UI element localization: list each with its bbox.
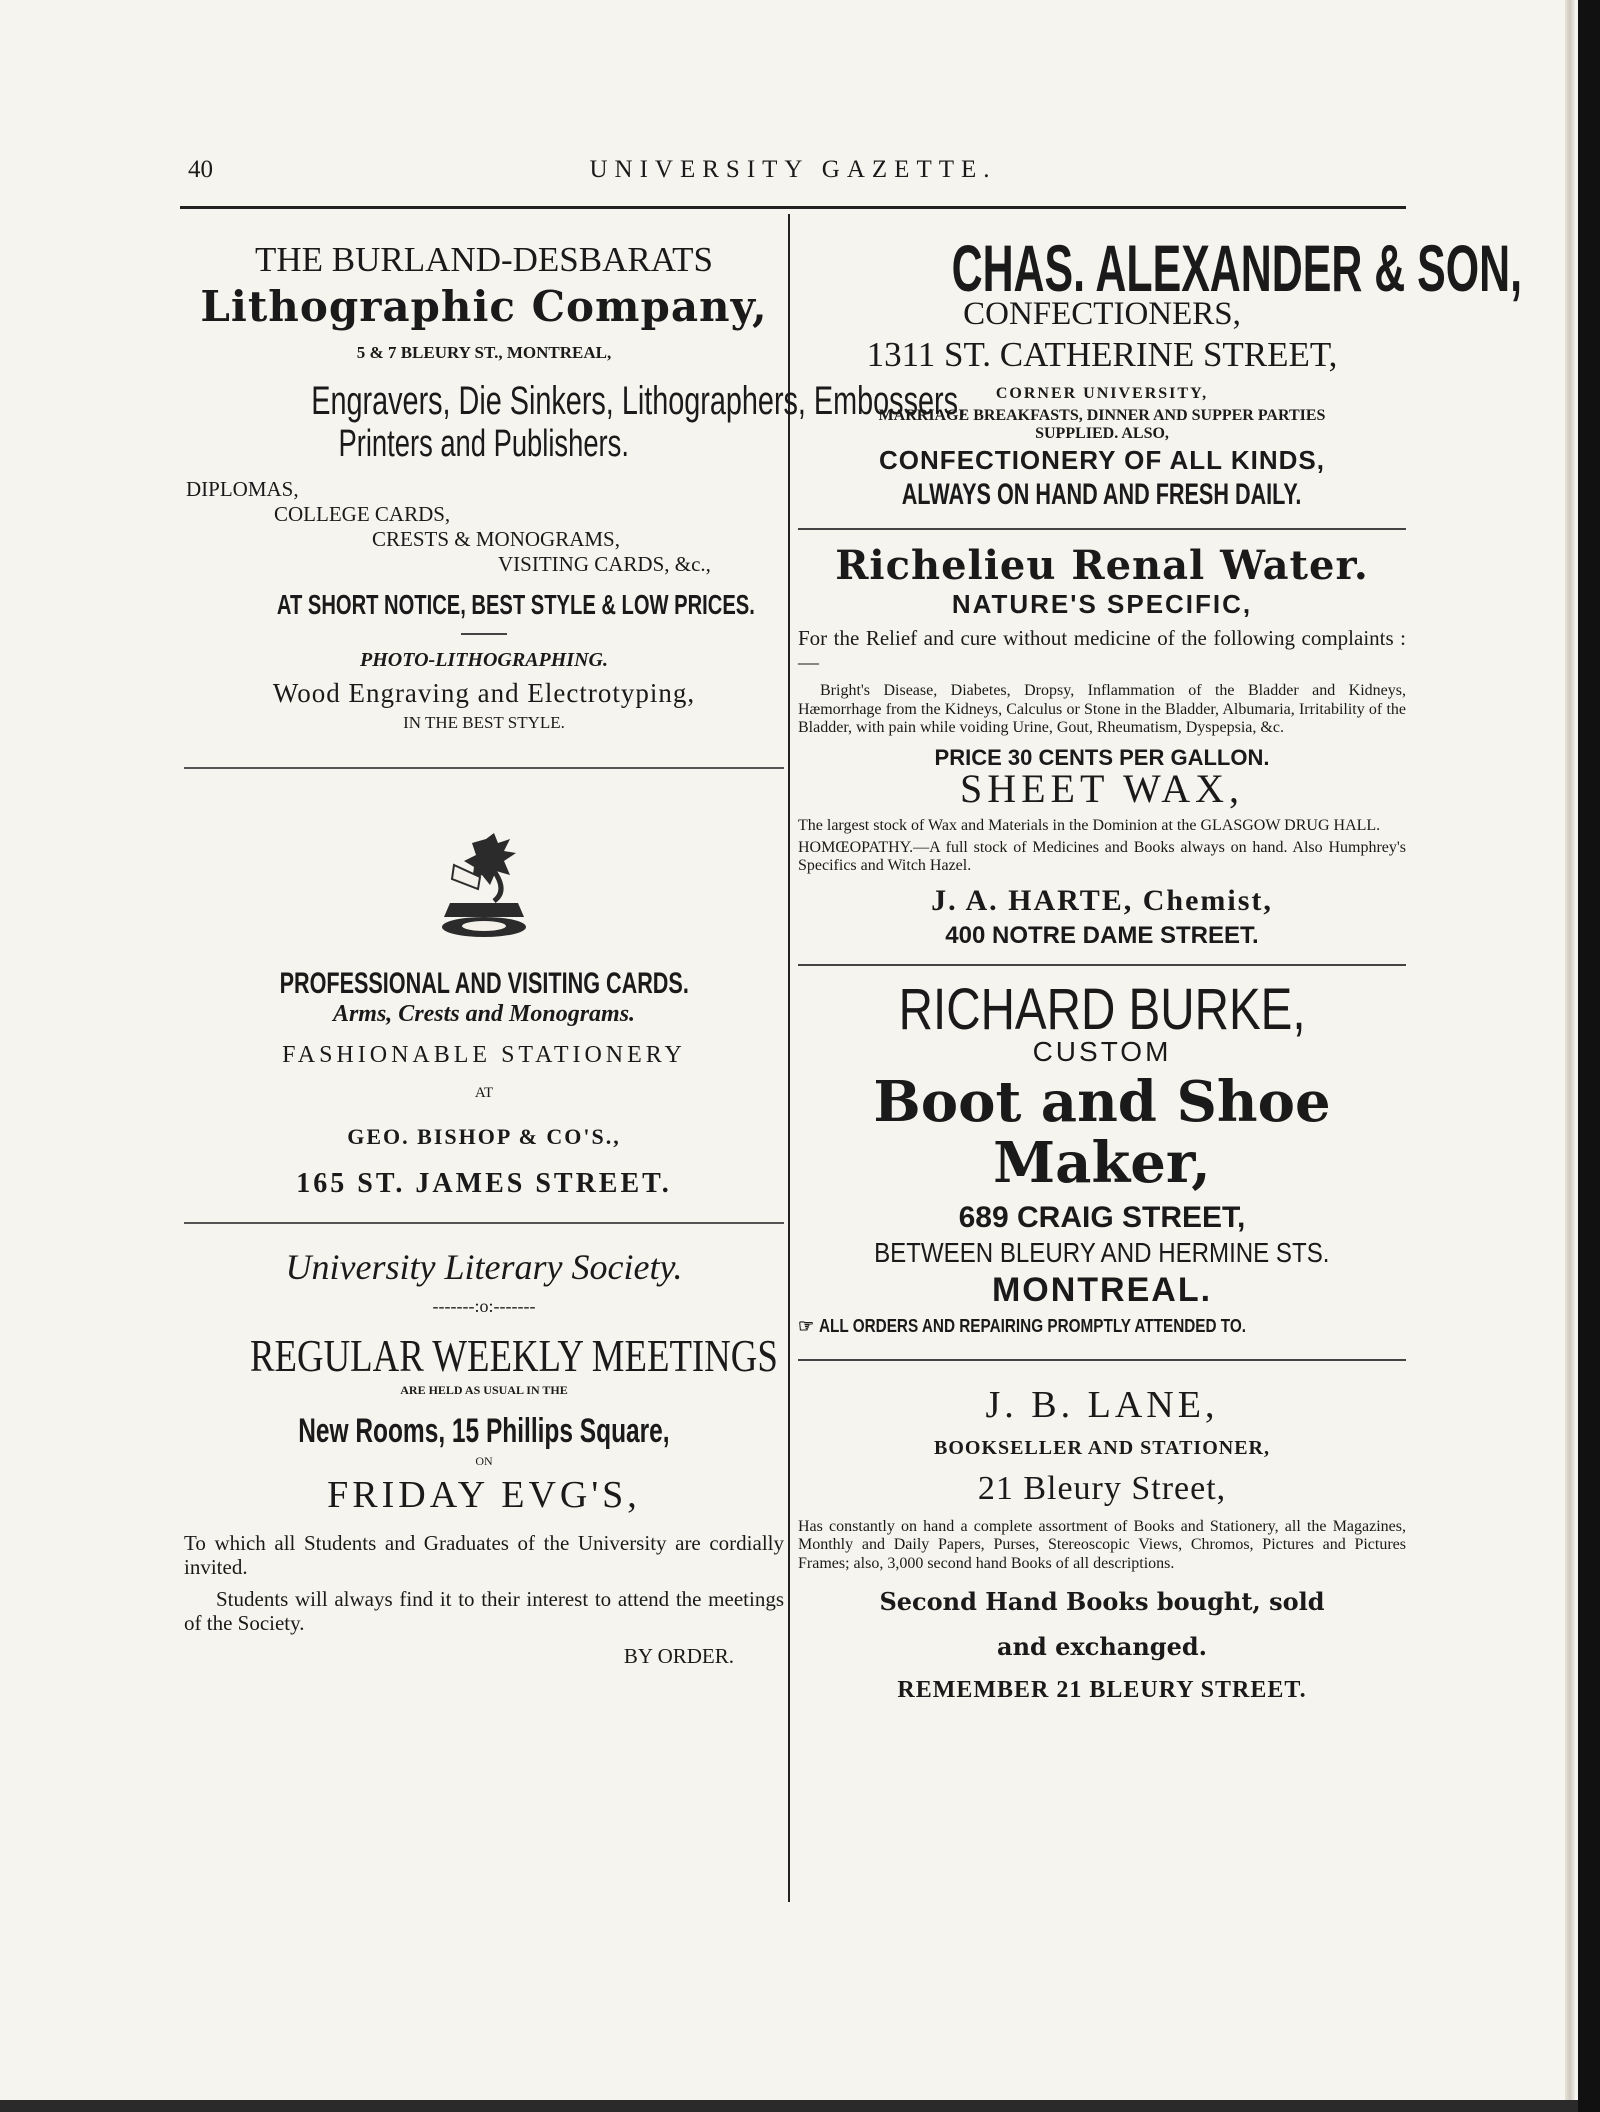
right-column	[798, 222, 1523, 1704]
society-interest: Students will always find it to their interest to attend the meetings of the Society.	[184, 1587, 784, 1636]
separator	[184, 767, 784, 769]
burke-between: BETWEEN BLEURY AND HERMINE STS.	[874, 1236, 1330, 1268]
page-number: 40	[188, 156, 213, 183]
burland-advertisement	[184, 240, 966, 733]
alexander-confectionery: CONFECTIONERY OF ALL KINDS,	[879, 445, 1325, 475]
running-header	[180, 156, 1406, 196]
burland-item-diplomas: DIPLOMAS,	[186, 477, 299, 501]
richelieu-wax-text: The largest stock of Wax and Materials in the Dominion at the GLASGOW DRUG HALL.	[798, 817, 1381, 835]
publication-title: UNIVERSITY GAZETTE.	[589, 156, 997, 183]
alexander-always: ALWAYS ON HAND AND FRESH DAILY.	[902, 478, 1302, 511]
burland-notice: AT SHORT NOTICE, BEST STYLE & LOW PRICES.	[276, 589, 755, 620]
page-fold-shadow	[1565, 0, 1575, 2100]
society-by-order: BY ORDER.	[623, 1643, 734, 1668]
alexander-marriage: MARRIAGE BREAKFASTS, DINNER AND SUPPER PARTIES	[878, 407, 1326, 424]
lane-trade: BOOKSELLER AND STATIONER,	[933, 1436, 1270, 1459]
bishop-cards: PROFESSIONAL AND VISITING CARDS.	[279, 967, 689, 1000]
bishop-arms-crests: Arms, Crests and Monograms.	[332, 1001, 636, 1027]
society-meetings: REGULAR WEEKLY MEETINGS	[249, 1330, 778, 1381]
burland-short-rule	[461, 633, 507, 635]
lane-street: 21 Bleury Street,	[977, 1469, 1227, 1507]
bishop-stationery: FASHIONABLE STATIONERY	[282, 1042, 686, 1068]
pointing-hand-icon: ☞	[798, 1315, 815, 1336]
alexander-street: 1311 ST. CATHERINE STREET,	[866, 335, 1338, 374]
society-invitation: To which all Students and Graduates of the University are cordially invited.	[184, 1531, 784, 1580]
society-held: ARE HELD AS USUAL IN THE	[400, 1383, 568, 1397]
lane-description: Has constantly on hand a complete assortment of Books and Stationery, all the Magazines, Monthly and Daily Papers, Purses, Stereoscopic Views, Chromos, Pictures and Pictures Frames; also, 3,000 second hand Books of all descriptions.	[798, 1517, 1406, 1572]
burke-street: 689 CRAIG STREET,	[958, 1200, 1246, 1234]
richelieu-chemist: J. A. HARTE, Chemist,	[931, 883, 1273, 917]
burke-advertisement	[798, 976, 1406, 1337]
header-rule	[180, 206, 1406, 209]
burland-item-crests: CRESTS & MONOGRAMS,	[372, 527, 620, 551]
burland-address: 5 & 7 BLEURY ST., MONTREAL,	[356, 343, 612, 362]
bishop-advertisement	[184, 831, 784, 1200]
scan-edge	[1578, 0, 1600, 2112]
richelieu-street: 400 NOTRE DAME STREET.	[945, 921, 1259, 949]
bishop-at: AT	[474, 1085, 494, 1101]
heraldic-crest-icon	[424, 831, 544, 941]
burland-trades: Engravers, Die Sinkers, Lithographers, Embossers,	[311, 379, 966, 423]
society-rooms: New Rooms, 15 Phillips Square,	[298, 1412, 670, 1450]
society-title: University Literary Society.	[285, 1247, 683, 1287]
burland-item-visiting: VISITING CARDS, &c.,	[498, 552, 711, 576]
alexander-advertisement	[798, 230, 1523, 512]
alexander-corner: CORNER UNIVERSITY,	[995, 385, 1209, 402]
alexander-trade: CONFECTIONERS,	[963, 296, 1241, 332]
richelieu-sheet-wax: SHEET WAX,	[959, 766, 1245, 812]
society-divider: -------:o:-------	[432, 1296, 536, 1316]
lane-second-hand: Second Hand Books bought, sold	[879, 1586, 1325, 1616]
column-divider	[788, 214, 790, 1902]
separator	[798, 528, 1406, 530]
separator	[184, 1222, 784, 1224]
alexander-supplied: SUPPLIED. ALSO,	[1035, 425, 1169, 442]
burland-wood-engraving: Wood Engraving and Electrotyping,	[272, 678, 696, 708]
richelieu-homeopathy: HOMŒOPATHY.—A full stock of Medicines and Books always on hand. Also Humphrey's Specifics and Witch Hazel.	[798, 838, 1406, 875]
bishop-street: 165 ST. JAMES STREET.	[296, 1168, 672, 1199]
richelieu-specific: NATURE'S SPECIFIC,	[951, 589, 1253, 619]
richelieu-title: Richelieu Renal Water.	[835, 542, 1369, 589]
separator	[798, 964, 1406, 966]
burland-heading: THE BURLAND-DESBARATS	[255, 240, 713, 279]
burke-trade: Boot and Shoe Maker,	[873, 1068, 1331, 1197]
burland-best-style: IN THE BEST STYLE.	[403, 713, 565, 732]
burland-company-name: Lithographic Company,	[200, 282, 768, 331]
society-advertisement	[184, 1246, 784, 1669]
alexander-name: CHAS. ALEXANDER & SON,	[951, 231, 1523, 305]
lane-remember: REMEMBER 21 BLEURY STREET.	[897, 1676, 1307, 1703]
richelieu-price: PRICE 30 CENTS PER GALLON.	[934, 745, 1270, 771]
burke-custom: CUSTOM	[1032, 1035, 1172, 1067]
richelieu-complaints: Bright's Disease, Diabetes, Dropsy, Inflammation of the Bladder and Kidneys, Hæmorrhage from the Kidneys, Calculus or Stone in the Bladder, Albumaria, Irritability of the Bladder, with pain while voiding Urine, Gout, Rheumatism, Dyspepsia, &c.	[798, 682, 1406, 737]
left-column	[184, 222, 966, 1669]
burland-photo-litho: PHOTO-LITHOGRAPHING.	[360, 649, 608, 671]
lane-advertisement	[798, 1383, 1406, 1704]
richelieu-advertisement	[798, 542, 1406, 950]
society-on: ON	[475, 1454, 493, 1468]
burke-orders: ALL ORDERS AND REPAIRING PROMPTLY ATTENDED TO.	[818, 1315, 1246, 1336]
burke-city: MONTREAL.	[991, 1270, 1213, 1309]
burland-trades-2: Printers and Publishers.	[338, 423, 630, 465]
richelieu-relief: For the Relief and cure without medicine of the following complaints :—	[798, 626, 1406, 675]
bishop-name: GEO. BISHOP & CO'S.,	[347, 1124, 621, 1149]
burland-item-college-cards: COLLEGE CARDS,	[274, 502, 451, 526]
separator	[798, 1359, 1406, 1361]
lane-name: J. B. LANE,	[985, 1383, 1219, 1426]
lane-exchanged: and exchanged.	[997, 1631, 1207, 1661]
society-friday: FRIDAY EVG'S,	[327, 1474, 641, 1516]
burke-name: RICHARD BURKE,	[898, 976, 1306, 1042]
